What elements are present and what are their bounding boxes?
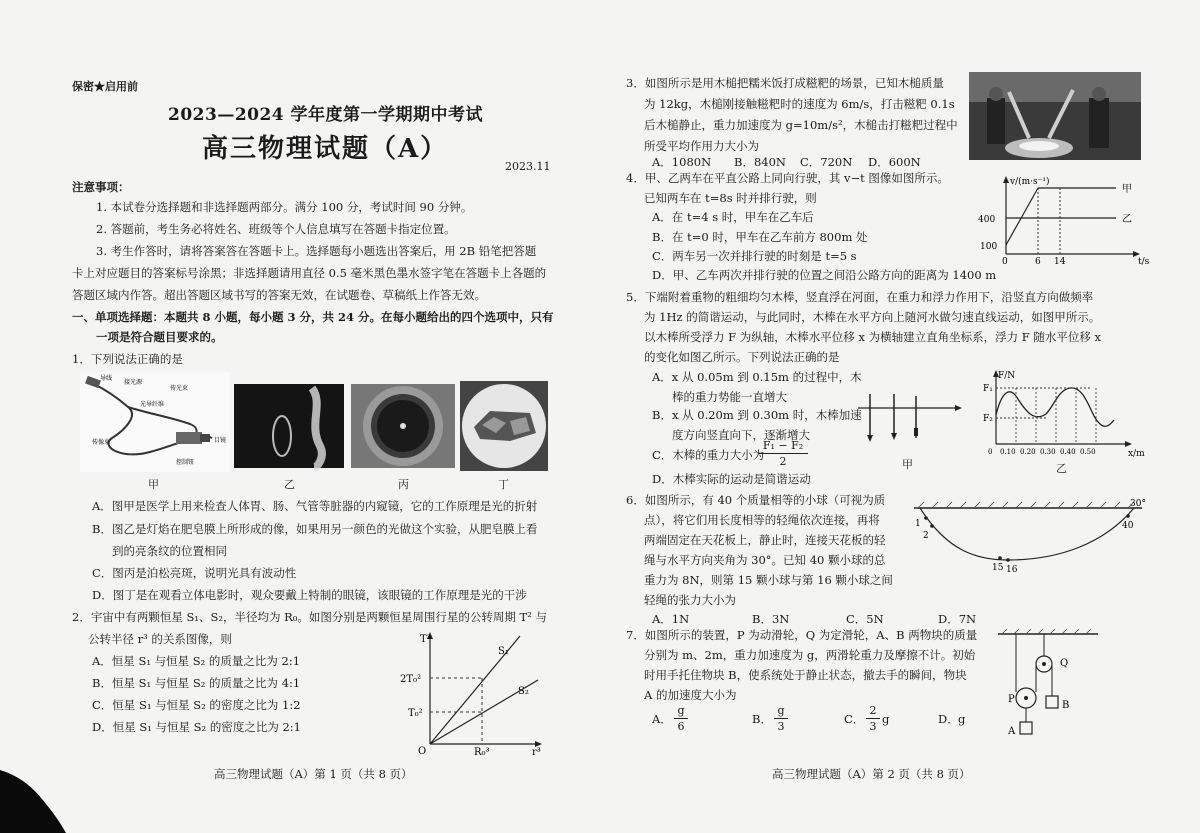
q1-option-d: D．图丁是在观看立体电影时，观众要戴上特制的眼镜，该眼镜的工作原理是光的干涉	[92, 588, 527, 602]
soap-film-photo	[234, 384, 344, 468]
q5-fig-jia	[854, 392, 964, 444]
q6-line-5: 重力为 8N，则第 15 颗小球与第 16 颗小球之间	[644, 573, 893, 587]
q7-option-b-den: 3	[777, 720, 785, 733]
q3-option-b: B．840N	[734, 155, 786, 169]
q6-option-c: C．5N	[846, 612, 884, 626]
q1-option-b-cont: 到的亮条纹的位置相同	[112, 544, 227, 558]
q7-option-b-label: B．	[752, 712, 772, 726]
section-1-heading-cont: 一项是符合题目要求的。	[96, 330, 223, 344]
q6-ball-1: 1	[915, 519, 921, 529]
q4-option-c: C．两车另一次并排行驶的时刻是 t=5 s	[652, 249, 857, 263]
q5-fraction-denominator: 2	[779, 455, 787, 468]
q3-option-c: C．720N	[800, 155, 853, 169]
footer-page-2: 高三物理试题（A）第 2 页（共 8 页）	[772, 767, 971, 781]
q5-line-1: 5．下端附着重物的粗细均匀木棒，竖直浮在河面，在重力和浮力作用下，沿竖直方向做频率	[626, 290, 1094, 304]
q7-label-a: A	[1008, 726, 1016, 737]
q5-option-b-cont: 度方向竖直向下，逐渐增大	[672, 428, 810, 442]
notice-line-2: 2. 答题前，考生务必将姓名、班级等个人信息填写在答题卡指定位置。	[96, 222, 456, 236]
q5-line-3: 以木棒所受浮力 F 为纵轴，木棒水平位移 x 为横轴建立直角坐标系，浮力 F 随水平位移 x	[644, 330, 1102, 344]
q7-option-a-num: g	[674, 704, 688, 719]
q5-x-tick-0.30: 0.30	[1040, 448, 1056, 456]
q2-x-axis-label: r³	[532, 747, 541, 758]
q3-line-1: 3．如图所示是用木槌把糯米饭打成糍粑的场景，已知木槌质量	[626, 76, 944, 90]
q2-origin-label: O	[418, 746, 427, 757]
q7-line-2: 分别为 m、2m，重力加速度为 g，两滑轮重力及摩擦不计。初始	[644, 648, 976, 662]
q7-line-1: 7．如图所示的装置，P 为动滑轮，Q 为定滑轮，A、B 两物块的质量	[626, 628, 978, 642]
q6-ball-16: 16	[1006, 565, 1018, 575]
q6-option-b: B．3N	[752, 612, 790, 626]
endo-label-knob: 控制钮	[176, 459, 195, 466]
q6-option-d: D．7N	[938, 612, 977, 626]
fig-label-ding: 丁	[498, 478, 509, 491]
q2-stem-cont: 公转半径 r³ 的关系图像，则	[88, 632, 232, 646]
q4-x-tick-0: 0	[1002, 257, 1008, 267]
q6-line-3: 两端固定在天花板上，静止时，连接天花板的轻	[644, 533, 886, 547]
q4-y-axis-label: v/(m·s⁻¹)	[1010, 177, 1050, 187]
q2-stem: 2．宇宙中有两颗恒星 S₁、S₂，半径均为 R₀。如图分别是两颗恒星周围行星的公转周期 T² 与	[72, 610, 547, 624]
q4-line-yi: 乙	[1122, 214, 1132, 225]
q5-x-tick-0.10: 0.10	[1000, 448, 1016, 456]
q6-ball-2: 2	[923, 531, 929, 541]
q5-y-tick-f1: F₁	[983, 384, 993, 394]
q6-option-a: A．1N	[652, 612, 690, 626]
q6-line-2: 点），将它们用长度相等的轻绳依次连接，再将	[644, 513, 880, 527]
q5-fraction-numerator: F₁ − F₂	[758, 439, 808, 454]
q7-option-d-value: g	[958, 712, 966, 726]
q7-option-c-tail: g	[882, 712, 890, 726]
q2-option-b: B．恒星 S₁ 与恒星 S₂ 的质量之比为 4:1	[92, 676, 301, 690]
q7-option-b-num: g	[774, 704, 788, 719]
q2-option-a: A．恒星 S₁ 与恒星 S₂ 的质量之比为 2:1	[92, 654, 301, 668]
secret-label: 保密★启用前	[72, 80, 138, 93]
q2-y-axis-label: T²	[420, 634, 431, 645]
q2-graph	[398, 630, 548, 756]
q3-line-2: 为 12kg，木槌刚接触糍粑时的速度为 6m/s，打击糍粑 0.1s	[644, 97, 955, 111]
q5-option-a-cont: 棒的重力势能一直增大	[672, 390, 787, 404]
notice-title: 注意事项：	[72, 180, 130, 194]
notice-line-3: 3. 考生作答时，请将答案答在答题卡上。选择题每小题选出答案后，用 2B 铅笔把答题	[96, 244, 537, 258]
endo-label-eyepiece: 目镜	[214, 437, 227, 444]
q5-x-tick-0.40: 0.40	[1060, 448, 1076, 456]
q6-line-6: 轻绳的张力大小为	[644, 593, 736, 607]
q7-line-4: A 的加速度大小为	[644, 688, 737, 702]
q6-rope-figure	[908, 494, 1158, 576]
q5-x-axis-label: x/m	[1128, 449, 1145, 459]
q3-mallet-photo	[969, 72, 1141, 160]
q3-option-d: D．600N	[868, 155, 921, 169]
q3-line-3: 后木槌静止，重力加速度为 g=10m/s²，木槌击打糍粑过程中	[644, 118, 958, 132]
q5-x-tick-0.20: 0.20	[1020, 448, 1036, 456]
endo-label-light: 接光源	[124, 379, 143, 386]
page-2	[600, 0, 1200, 833]
q5-option-d: D．木棒实际的运动是简谐运动	[652, 472, 811, 486]
q6-angle: 30°	[1130, 499, 1146, 509]
q5-x-tick-0: 0	[988, 448, 993, 456]
q5-fig-label-jia: 甲	[902, 458, 913, 471]
q4-option-b: B．在 t=0 时，甲车在乙车前方 800m 处	[652, 230, 868, 244]
q2-option-c: C．恒星 S₁ 与恒星 S₂ 的密度之比为 1:2	[92, 698, 301, 712]
q4-x-tick-6: 6	[1035, 257, 1041, 267]
q5-line-4: 的变化如图乙所示。下列说法正确的是	[644, 350, 840, 364]
q5-fig-label-yi: 乙	[1056, 462, 1067, 475]
notice-line-4: 卡上对应题目的答案标号涂黑；非选择题请用直径 0.5 毫米黑色墨水签字笔在答题卡上各题的	[72, 266, 547, 280]
q3-line-4: 所受平均作用力大小为	[644, 139, 759, 153]
endo-label-beam: 传光束	[170, 385, 189, 392]
q4-line-2: 已知两车在 t=8s 时并排行驶，则	[644, 191, 817, 205]
q7-label-q: Q	[1060, 658, 1069, 669]
q4-option-a: A．在 t=4 s 时，甲车在乙车后	[652, 210, 814, 224]
q4-x-tick-14: 14	[1054, 257, 1066, 267]
q7-option-c-den: 3	[869, 720, 877, 733]
q4-x-axis-label: t/s	[1138, 257, 1150, 267]
scan-blot	[0, 770, 70, 833]
q1-option-a: A．图甲是医学上用来检查人体胃、肠、气管等脏器的内窥镜，它的工作原理是光的折射	[92, 499, 538, 513]
notice-line-5: 答题区域内作答。超出答题区域书写的答案无效，在试题卷、草稿纸上作答无效。	[72, 288, 486, 302]
q5-option-b: B．x 从 0.20m 到 0.30m 时，木棒加速	[652, 408, 862, 422]
q4-option-d: D．甲、乙车两次并排行驶的位置之间沿公路方向的距离为 1400 m	[652, 268, 997, 282]
q4-vt-graph	[966, 172, 1156, 266]
footer-page-1: 高三物理试题（A）第 1 页（共 8 页）	[214, 767, 413, 781]
fig-label-jia: 甲	[148, 478, 159, 491]
q4-line-1: 4．甲、乙两车在平直公路上同向行驶，其 v−t 图像如图所示。	[626, 171, 949, 185]
exam-year-title: 2023—2024 学年度第一学期期中考试	[168, 105, 484, 125]
q2-y-tick-t0: T₀²	[408, 708, 423, 719]
3d-glasses-photo	[460, 381, 548, 471]
q4-y-tick-400: 400	[978, 215, 996, 225]
endoscope-diagram	[80, 372, 230, 472]
section-1-heading: 一、单项选择题：本题共 8 小题，每小题 3 分，共 24 分。在每小题给出的四个选项中，只有	[72, 310, 554, 324]
q7-option-d-label: D．	[938, 712, 959, 726]
q7-option-c-num: 2	[866, 704, 880, 719]
q1-stem: 1．下列说法正确的是	[72, 352, 183, 366]
q2-x-tick-r0: R₀³	[474, 747, 490, 758]
q7-option-c-label: C．	[844, 712, 865, 726]
q5-line-2: 为 1Hz 的简谐运动，与此同时，木棒在水平方向上随河水做匀速直线运动，如图甲所示。	[644, 310, 1101, 324]
q5-option-a: A．x 从 0.05m 到 0.15m 的过程中，木	[652, 370, 862, 384]
poisson-spot-photo	[351, 384, 455, 468]
fig-label-bing: 丙	[398, 478, 409, 491]
endo-label-image: 传像束	[92, 439, 111, 446]
q7-option-a-label: A．	[652, 712, 672, 726]
q1-option-c: C．图丙是泊松亮斑，说明光具有波动性	[92, 566, 297, 580]
endo-label-wire: 导线	[100, 375, 113, 382]
q6-ball-40: 40	[1122, 521, 1134, 531]
q3-option-a: A．1080N	[652, 155, 712, 169]
q7-label-b: B	[1062, 700, 1070, 711]
q2-y-tick-2t0: 2T₀²	[400, 674, 422, 685]
endo-label-fiber: 光导纤维	[140, 401, 165, 408]
q2-line-s1: S₁	[498, 646, 509, 657]
fig-label-yi: 乙	[284, 478, 295, 491]
q5-y-axis-label: F/N	[998, 371, 1016, 381]
q6-line-4: 绳与水平方向夹角为 30°。已知 40 颗小球的总	[644, 553, 886, 567]
notice-line-1: 1. 本试卷分选择题和非选择题两部分。满分 100 分，考试时间 90 分钟。	[96, 200, 473, 214]
q7-option-a-den: 6	[677, 720, 685, 733]
q6-ball-15: 15	[992, 563, 1004, 573]
q1-option-b: B．图乙是灯焰在肥皂膜上所形成的像，如果用另一颜色的光做这个实验，从肥皂膜上看	[92, 522, 538, 536]
exam-date: 2023.11	[505, 160, 551, 173]
q4-line-jia: 甲	[1122, 184, 1132, 195]
q6-line-1: 6．如图所示，有 40 个质量相等的小球（可视为质	[626, 493, 886, 507]
q5-y-tick-f2: F₂	[983, 414, 993, 424]
q7-line-3: 时用手托住物块 B，使系统处于静止状态，撤去手的瞬间，物块	[644, 668, 967, 682]
q5-fig-yi-graph	[982, 368, 1145, 459]
q7-pulley-figure	[994, 626, 1104, 738]
q5-option-c: C．木棒的重力大小为	[652, 448, 765, 462]
q7-label-p: P	[1008, 694, 1015, 705]
q4-y-tick-100: 100	[980, 242, 998, 252]
exam-title: 高三物理试题（A）	[202, 134, 449, 164]
q2-option-d: D．恒星 S₁ 与恒星 S₂ 的密度之比为 2:1	[92, 720, 301, 734]
q2-line-s2: S₂	[518, 686, 529, 697]
q5-x-tick-0.50: 0.50	[1080, 448, 1096, 456]
